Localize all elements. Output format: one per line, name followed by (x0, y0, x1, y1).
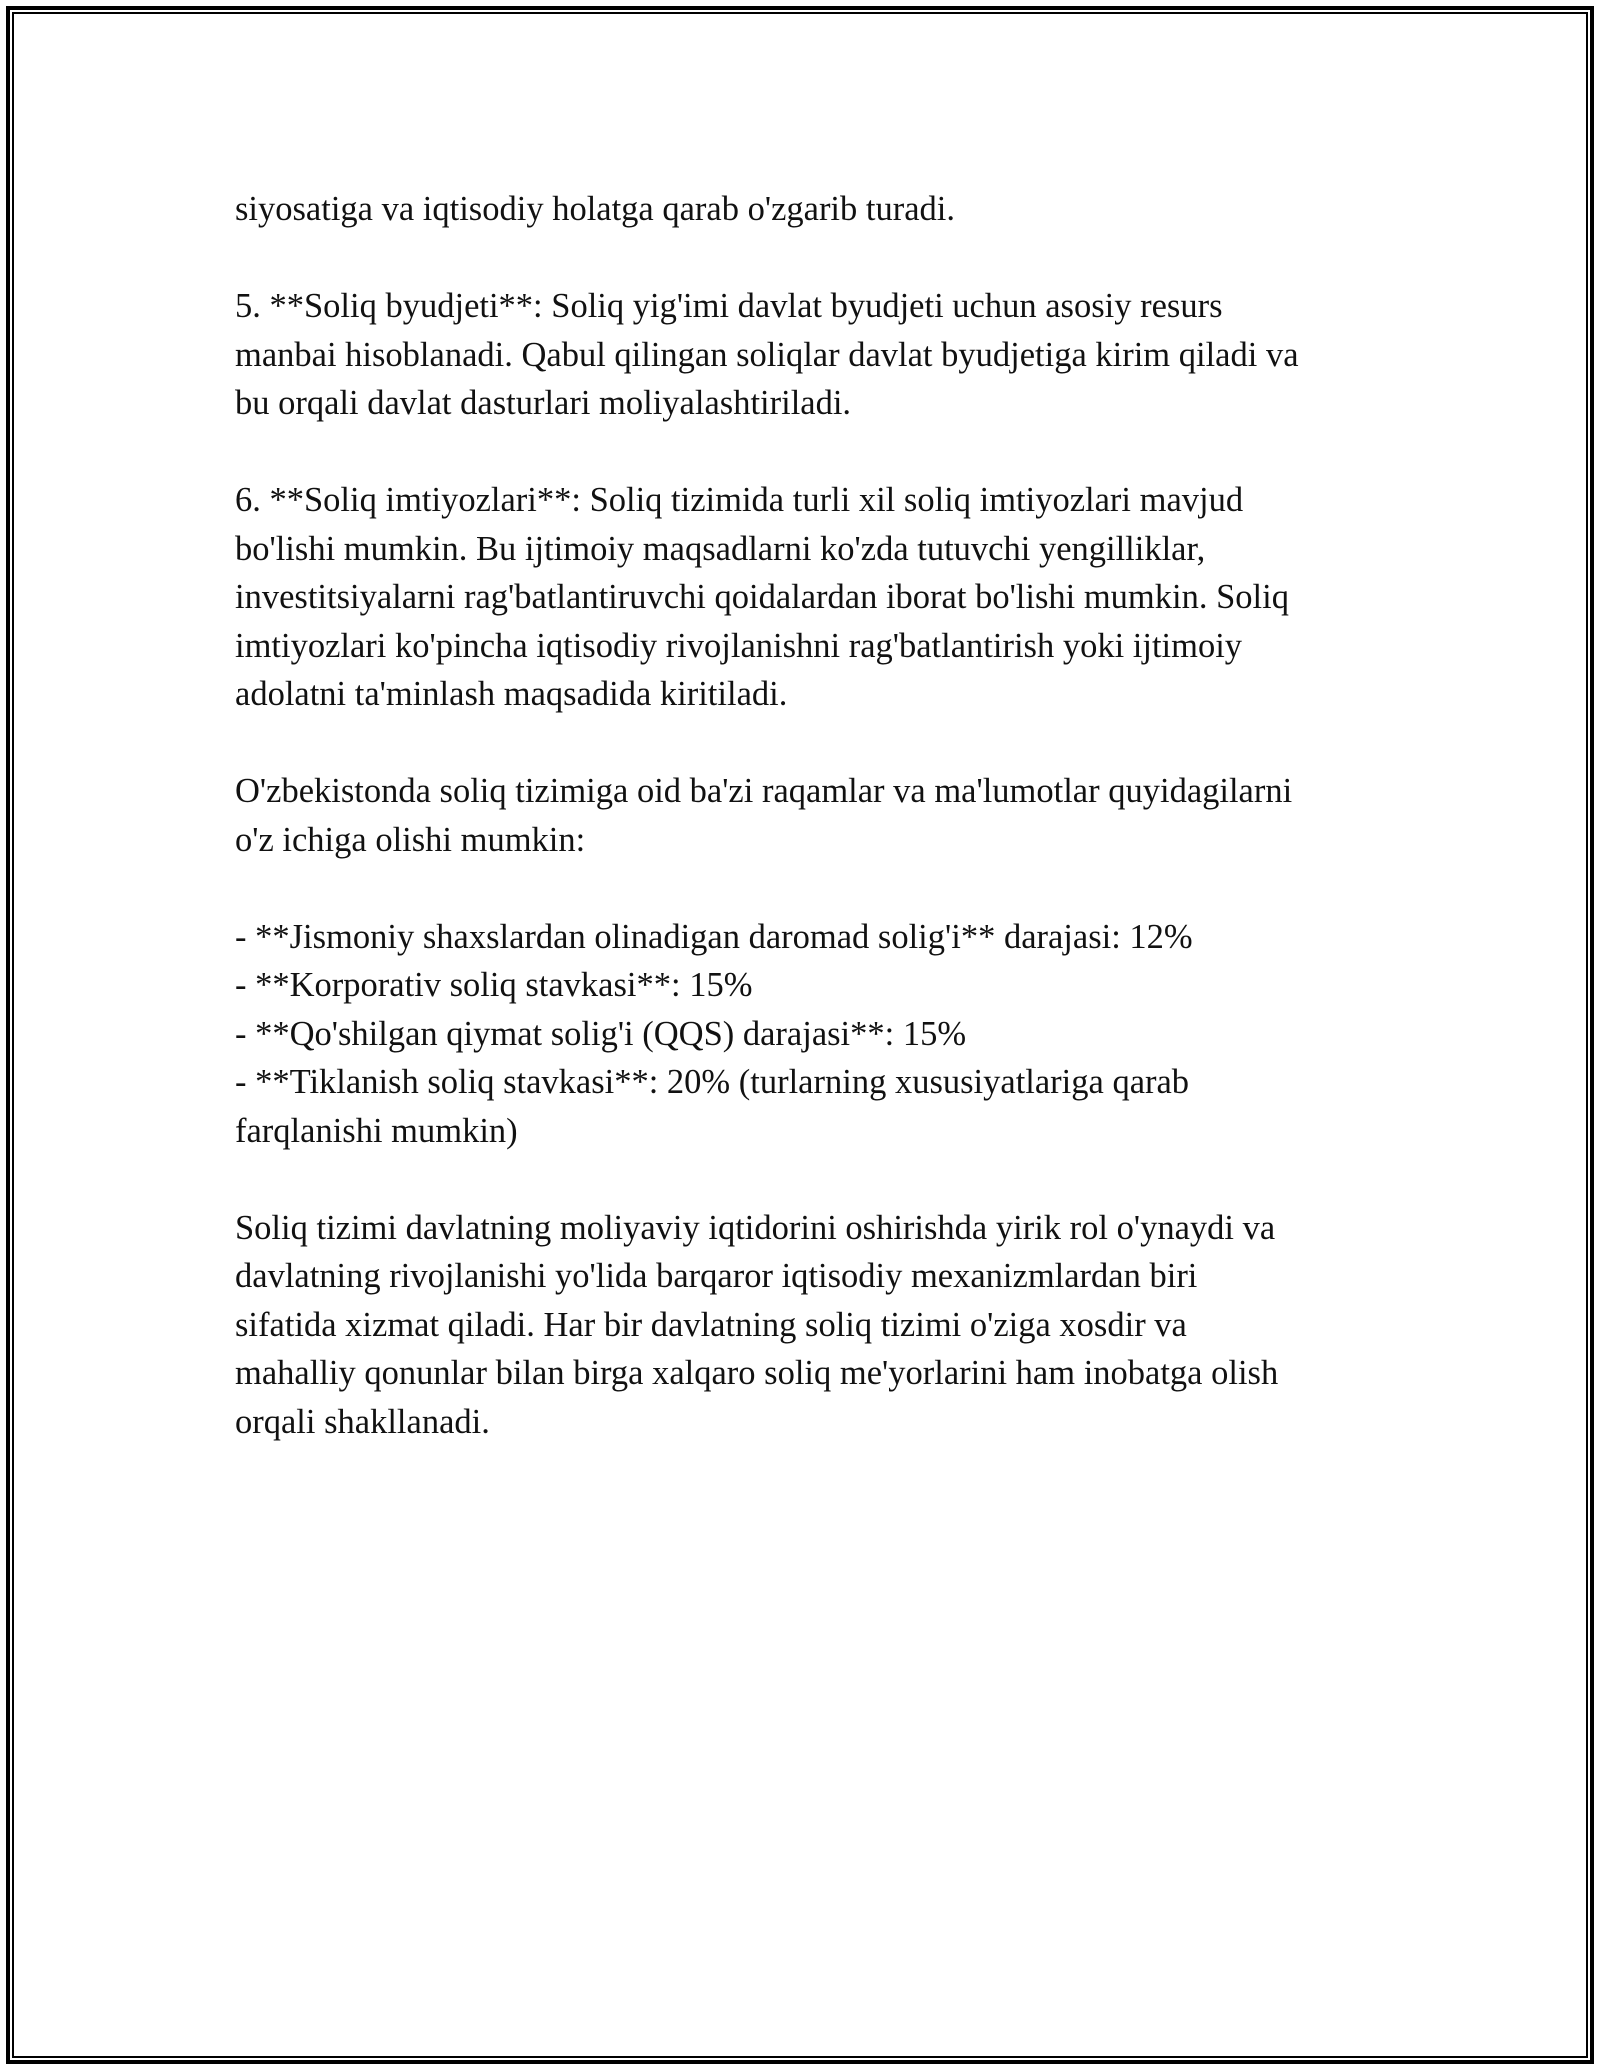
list-item-income-tax: - **Jismoniy shaxslardan olinadigan daromad solig'i** darajasi: 12% (235, 917, 1193, 956)
paragraph-soliq-byudjeti: 5. **Soliq byudjeti**: Soliq yig'imi davlat byudjeti uchun asosiy resurs manbai hisoblanadi. Qabul qilingan soliqlar davlat byudjetiga kirim qiladi va bu orqali davlat dasturlari moliyalashtiriladi. (235, 287, 1299, 422)
paragraph-uzbekistan-intro: O'zbekistonda soliq tizimiga oid ba'zi raqamlar va ma'lumotlar quyidagilarni o'z ichiga olishi mumkin: (235, 772, 1293, 859)
list-item-corporate-tax: - **Korporativ soliq stavkasi**: 15% (235, 966, 753, 1004)
list-item-vat: - **Qo'shilgan qiymat solig'i (QQS) darajasi**: 15% (235, 1014, 967, 1053)
document-body (235, 185, 1395, 1495)
paragraph-soliq-imtiyozlari: 6. **Soliq imtiyozlari**: Soliq tizimida turli xil soliq imtiyozlari mavjud bo'lishi mumkin. Bu ijtimoiy maqsadlarni ko'zda tutuvchi yengilliklar, investitsiyalarni rag'batlantiruvchi qoidalardan iborat bo'lishi mumkin. Soliq imtiyozlari ko'pincha iqtisodiy rivojlanishni rag'batlantirish yoki ijtimoiy adolatni ta'minlash maqsadida kiritiladi. (235, 481, 1289, 713)
list-item-recovery-tax: - **Tiklanish soliq stavkasi**: 20% (turlarning xususiyatlariga qarab farqlanishi mumkin) (235, 1063, 1190, 1150)
paragraph-continuation: siyosatiga va iqtisodiy holatga qarab o'zgarib turadi. (235, 190, 955, 228)
tax-rates-list (235, 913, 1395, 1156)
paragraph-closing: Soliq tizimi davlatning moliyaviy iqtidorini oshirishda yirik rol o'ynaydi va davlatning rivojlanishi yo'lida barqaror iqtisodiy mexanizmlardan biri sifatida xizmat qiladi. Har bir davlatning soliq tizimi o'ziga xosdir va mahalliy qonunlar bilan birga xalqaro soliq me'yorlarini ham inobatga olish orqali shakllanadi. (235, 1208, 1279, 1441)
